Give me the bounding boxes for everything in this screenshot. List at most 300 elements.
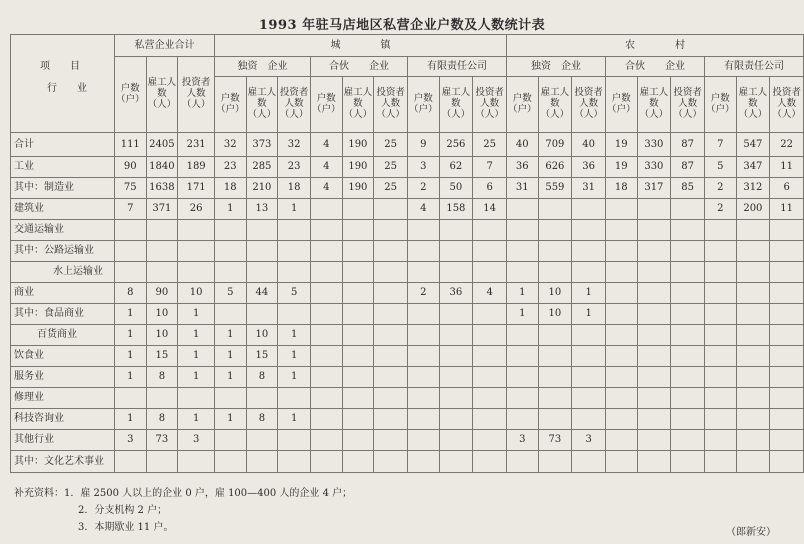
table-cell — [342, 220, 374, 241]
table-cell: 32 — [215, 133, 247, 157]
col-header: 户数（户） — [215, 77, 247, 133]
table-cell: 1 — [278, 409, 311, 430]
table-cell: 31 — [507, 178, 539, 199]
table-cell — [246, 220, 278, 241]
table-cell — [278, 220, 311, 241]
table-cell — [770, 430, 804, 451]
table-cell — [770, 409, 804, 430]
table-cell — [342, 241, 374, 262]
table-cell — [572, 325, 606, 346]
table-cell — [538, 367, 572, 388]
row-label: 科技咨询业 — [11, 409, 115, 430]
table-cell — [538, 325, 572, 346]
table-cell: 44 — [246, 283, 278, 304]
table-cell — [736, 241, 770, 262]
table-body — [11, 133, 804, 473]
table-cell — [374, 409, 408, 430]
table-cell — [705, 346, 737, 367]
table-cell: 15 — [146, 346, 178, 367]
table-cell: 4 — [311, 178, 343, 199]
table-cell — [606, 367, 638, 388]
table-cell — [637, 346, 671, 367]
table-cell — [473, 451, 507, 473]
table-cell — [311, 304, 343, 325]
table-cell: 3 — [507, 430, 539, 451]
note-line: 3．本期歇业 11 户。 — [78, 522, 174, 533]
row-label: 其中：食品商业 — [11, 304, 115, 325]
table-cell: 10 — [538, 304, 572, 325]
table-cell: 3 — [115, 430, 147, 451]
table-cell — [215, 262, 247, 283]
table-cell — [408, 262, 440, 283]
table-cell — [473, 430, 507, 451]
table-cell — [705, 220, 737, 241]
table-cell: 90 — [115, 157, 147, 178]
table-cell — [770, 283, 804, 304]
table-cell — [671, 367, 705, 388]
row-label: 交通运输业 — [11, 220, 115, 241]
table-cell — [637, 388, 671, 409]
table-cell: 14 — [473, 199, 507, 220]
table-cell: 23 — [215, 157, 247, 178]
table-cell — [507, 325, 539, 346]
table-cell — [278, 304, 311, 325]
table-cell: 40 — [572, 133, 606, 157]
table-cell — [572, 220, 606, 241]
table-cell — [538, 199, 572, 220]
table-cell — [637, 451, 671, 473]
table-cell — [439, 451, 473, 473]
table-cell — [507, 451, 539, 473]
table-cell: 111 — [115, 133, 147, 157]
col-header: 户数（户） — [606, 77, 638, 133]
table-cell: 2 — [408, 283, 440, 304]
table-cell — [637, 241, 671, 262]
table-cell: 1 — [215, 199, 247, 220]
table-cell: 1 — [178, 409, 215, 430]
table-cell: 3 — [572, 430, 606, 451]
table-cell: 10 — [178, 283, 215, 304]
table-cell — [538, 388, 572, 409]
table-row — [11, 133, 804, 157]
table-cell — [770, 451, 804, 473]
table-cell — [637, 262, 671, 283]
table-cell — [671, 199, 705, 220]
table-cell: 5 — [278, 283, 311, 304]
table-cell — [606, 451, 638, 473]
table-cell: 1 — [178, 346, 215, 367]
table-row — [11, 283, 804, 304]
table-cell: 32 — [278, 133, 311, 157]
col-header: 投资者人数（人） — [178, 57, 215, 133]
table-cell — [705, 388, 737, 409]
table-cell — [311, 388, 343, 409]
col-header: 雇工人数（人） — [146, 57, 178, 133]
table-cell — [374, 304, 408, 325]
table-cell — [439, 304, 473, 325]
table-cell — [408, 409, 440, 430]
table-cell — [770, 220, 804, 241]
table-cell: 1 — [572, 283, 606, 304]
table-cell — [311, 430, 343, 451]
table-row — [11, 388, 804, 409]
table-cell — [115, 241, 147, 262]
table-cell: 8 — [246, 409, 278, 430]
table-cell: 1 — [115, 304, 147, 325]
col-header: 户数（户） — [311, 77, 343, 133]
table-cell — [606, 430, 638, 451]
table-cell — [705, 367, 737, 388]
table-row — [11, 220, 804, 241]
table-cell: 158 — [439, 199, 473, 220]
table-cell — [146, 388, 178, 409]
col-header: 雇工人数（人） — [637, 77, 671, 133]
table-cell: 11 — [770, 199, 804, 220]
table-cell — [572, 451, 606, 473]
table-cell: 11 — [770, 157, 804, 178]
table-cell: 36 — [507, 157, 539, 178]
table-cell — [507, 241, 539, 262]
table-cell — [115, 220, 147, 241]
col-header: 雇工人数（人） — [246, 77, 278, 133]
table-cell — [705, 304, 737, 325]
table-cell: 347 — [736, 157, 770, 178]
table-cell — [439, 325, 473, 346]
table-cell: 25 — [374, 157, 408, 178]
table-cell — [572, 388, 606, 409]
table-cell — [637, 283, 671, 304]
table-cell — [146, 262, 178, 283]
table-cell — [671, 451, 705, 473]
table-cell — [538, 241, 572, 262]
table-cell — [278, 241, 311, 262]
table-cell: 190 — [342, 157, 374, 178]
table-cell: 4 — [311, 157, 343, 178]
table-cell — [408, 304, 440, 325]
table-cell — [770, 346, 804, 367]
table-cell — [606, 388, 638, 409]
group-rural-header: 农 村 — [507, 35, 804, 57]
table-cell: 6 — [473, 178, 507, 199]
col-header: 户数（户） — [115, 57, 147, 133]
table-cell: 1638 — [146, 178, 178, 199]
subgroup-header: 有限责任公司 — [705, 57, 804, 77]
table-cell — [311, 241, 343, 262]
table-cell — [736, 262, 770, 283]
table-cell: 6 — [770, 178, 804, 199]
table-cell — [507, 367, 539, 388]
col-header: 投资者人数（人） — [473, 77, 507, 133]
table-cell — [439, 241, 473, 262]
subgroup-header: 合伙 企业 — [311, 57, 408, 77]
table-cell: 1 — [115, 409, 147, 430]
table-cell — [146, 220, 178, 241]
table-cell: 190 — [342, 178, 374, 199]
table-cell: 1 — [178, 325, 215, 346]
col-header: 投资者人数（人） — [671, 77, 705, 133]
group-city-header: 城 镇 — [215, 35, 507, 57]
table-cell: 2405 — [146, 133, 178, 157]
table-cell — [311, 451, 343, 473]
table-cell — [342, 325, 374, 346]
table-cell — [439, 367, 473, 388]
table-cell — [439, 346, 473, 367]
table-cell — [408, 430, 440, 451]
col-header: 雇工人数（人） — [538, 77, 572, 133]
table-cell: 1 — [572, 304, 606, 325]
col-header: 投资者人数（人） — [572, 77, 606, 133]
table-cell — [246, 262, 278, 283]
table-cell — [705, 451, 737, 473]
table-cell — [342, 451, 374, 473]
table-cell — [311, 325, 343, 346]
table-cell — [215, 241, 247, 262]
col-header: 投资者人数（人） — [770, 77, 804, 133]
table-cell — [374, 262, 408, 283]
table-cell — [278, 262, 311, 283]
table-cell — [374, 451, 408, 473]
table-cell — [572, 241, 606, 262]
table-row — [11, 325, 804, 346]
table-cell: 75 — [115, 178, 147, 199]
table-cell: 1 — [115, 346, 147, 367]
note-line: 补充资料：1．雇 2500 人以上的企业 0 户，雇 100—400 人的企业 4 户； — [14, 488, 353, 499]
table-cell — [408, 325, 440, 346]
table-cell — [671, 220, 705, 241]
table-cell — [246, 388, 278, 409]
table-cell — [473, 325, 507, 346]
table-cell — [572, 409, 606, 430]
table-cell: 4 — [311, 133, 343, 157]
table-cell: 73 — [146, 430, 178, 451]
table-cell: 2 — [705, 178, 737, 199]
table-cell — [473, 388, 507, 409]
table-cell: 25 — [374, 178, 408, 199]
table-cell: 189 — [178, 157, 215, 178]
table-cell — [115, 388, 147, 409]
table-cell — [606, 262, 638, 283]
table-cell — [278, 430, 311, 451]
table-cell — [374, 388, 408, 409]
table-cell: 25 — [473, 133, 507, 157]
table-cell: 26 — [178, 199, 215, 220]
table-row — [11, 262, 804, 283]
row-label: 饮食业 — [11, 346, 115, 367]
col-header: 投资者人数（人） — [278, 77, 311, 133]
table-cell — [374, 199, 408, 220]
table-cell — [311, 262, 343, 283]
row-label: 工业 — [11, 157, 115, 178]
table-cell: 10 — [246, 325, 278, 346]
table-row — [11, 304, 804, 325]
table-cell — [507, 199, 539, 220]
table-cell: 2 — [408, 178, 440, 199]
table-cell — [473, 367, 507, 388]
table-cell: 7 — [115, 199, 147, 220]
table-cell: 256 — [439, 133, 473, 157]
table-title: 1993 年驻马店地区私营企业户数及人数统计表 — [258, 18, 546, 33]
table-cell — [146, 451, 178, 473]
table-cell: 2 — [705, 199, 737, 220]
table-cell: 15 — [246, 346, 278, 367]
table-cell: 10 — [146, 304, 178, 325]
table-cell: 1 — [507, 304, 539, 325]
table-cell — [473, 304, 507, 325]
table-cell — [705, 262, 737, 283]
table-cell — [473, 262, 507, 283]
table-cell — [146, 241, 178, 262]
table-cell — [215, 304, 247, 325]
table-cell — [374, 367, 408, 388]
table-cell: 1 — [115, 367, 147, 388]
table-cell — [246, 241, 278, 262]
table-cell: 87 — [671, 157, 705, 178]
table-cell — [671, 241, 705, 262]
table-cell: 1 — [278, 199, 311, 220]
col-header: 雇工人数（人） — [439, 77, 473, 133]
table-cell: 330 — [637, 157, 671, 178]
table-cell: 1 — [215, 346, 247, 367]
table-cell — [705, 430, 737, 451]
table-cell — [278, 388, 311, 409]
table-cell — [178, 220, 215, 241]
table-cell — [374, 283, 408, 304]
table-cell: 1 — [215, 409, 247, 430]
table-cell — [770, 262, 804, 283]
supplementary-notes — [14, 485, 352, 536]
group-total-header: 私营企业合计 — [115, 35, 215, 57]
table-cell: 1 — [178, 367, 215, 388]
table-cell — [736, 451, 770, 473]
table-cell — [246, 304, 278, 325]
table-cell — [736, 388, 770, 409]
subgroup-header: 独资 企业 — [215, 57, 311, 77]
table-cell — [408, 220, 440, 241]
table-cell: 547 — [736, 133, 770, 157]
table-cell — [311, 220, 343, 241]
table-cell — [408, 388, 440, 409]
table-cell: 7 — [705, 133, 737, 157]
table-cell: 9 — [408, 133, 440, 157]
table-cell — [606, 346, 638, 367]
table-cell — [408, 367, 440, 388]
row-label: 建筑业 — [11, 199, 115, 220]
table-cell — [606, 199, 638, 220]
table-cell — [770, 367, 804, 388]
table-cell — [374, 430, 408, 451]
table-cell — [671, 325, 705, 346]
table-cell: 18 — [278, 178, 311, 199]
subgroup-header: 合伙 企业 — [606, 57, 705, 77]
table-cell — [538, 262, 572, 283]
table-cell: 36 — [572, 157, 606, 178]
table-cell: 4 — [408, 199, 440, 220]
table-cell: 19 — [606, 157, 638, 178]
table-cell — [473, 241, 507, 262]
table-cell — [637, 304, 671, 325]
table-cell: 1 — [178, 304, 215, 325]
table-cell — [507, 388, 539, 409]
table-cell: 171 — [178, 178, 215, 199]
table-cell — [342, 367, 374, 388]
table-cell — [671, 283, 705, 304]
table-cell — [342, 199, 374, 220]
table-cell: 317 — [637, 178, 671, 199]
table-cell: 330 — [637, 133, 671, 157]
table-cell — [215, 388, 247, 409]
table-cell — [671, 430, 705, 451]
table-cell: 18 — [606, 178, 638, 199]
table-row — [11, 409, 804, 430]
table-cell — [538, 220, 572, 241]
table-cell — [311, 367, 343, 388]
table-cell: 40 — [507, 133, 539, 157]
table-cell — [342, 409, 374, 430]
table-cell — [178, 388, 215, 409]
table-cell — [538, 409, 572, 430]
col-header: 户数（户） — [507, 77, 539, 133]
col-header: 投资者人数（人） — [374, 77, 408, 133]
table-cell — [736, 430, 770, 451]
table-cell: 19 — [606, 133, 638, 157]
statistics-table — [10, 34, 804, 473]
table-cell: 31 — [572, 178, 606, 199]
table-cell: 1 — [215, 325, 247, 346]
table-cell — [408, 346, 440, 367]
table-cell — [246, 451, 278, 473]
table-cell — [473, 346, 507, 367]
subgroup-header: 独资 企业 — [507, 57, 606, 77]
table-row — [11, 367, 804, 388]
table-cell — [671, 388, 705, 409]
table-row — [11, 157, 804, 178]
table-cell: 1 — [278, 325, 311, 346]
table-cell: 231 — [178, 133, 215, 157]
table-cell — [374, 220, 408, 241]
note-line: 2．分支机构 2 户； — [78, 505, 168, 516]
row-label: 商业 — [11, 283, 115, 304]
table-cell: 10 — [538, 283, 572, 304]
table-cell — [215, 430, 247, 451]
stub-header — [11, 35, 115, 133]
col-header: 雇工人数（人） — [342, 77, 374, 133]
table-cell: 1 — [278, 367, 311, 388]
table-cell: 8 — [246, 367, 278, 388]
table-cell: 3 — [178, 430, 215, 451]
table-cell — [507, 409, 539, 430]
table-cell — [572, 367, 606, 388]
table-cell — [311, 199, 343, 220]
table-cell — [374, 241, 408, 262]
table-cell — [572, 346, 606, 367]
table-row — [11, 451, 804, 473]
author-credit: （郎新安） — [726, 527, 776, 538]
table-cell — [342, 388, 374, 409]
table-cell — [671, 409, 705, 430]
table-cell — [705, 325, 737, 346]
table-cell — [770, 241, 804, 262]
col-header: 雇工人数（人） — [736, 77, 770, 133]
table-cell: 200 — [736, 199, 770, 220]
table-cell — [770, 325, 804, 346]
table-cell — [736, 304, 770, 325]
table-cell — [736, 367, 770, 388]
table-cell: 312 — [736, 178, 770, 199]
table-cell: 559 — [538, 178, 572, 199]
table-cell — [736, 283, 770, 304]
table-cell: 13 — [246, 199, 278, 220]
table-cell — [770, 388, 804, 409]
